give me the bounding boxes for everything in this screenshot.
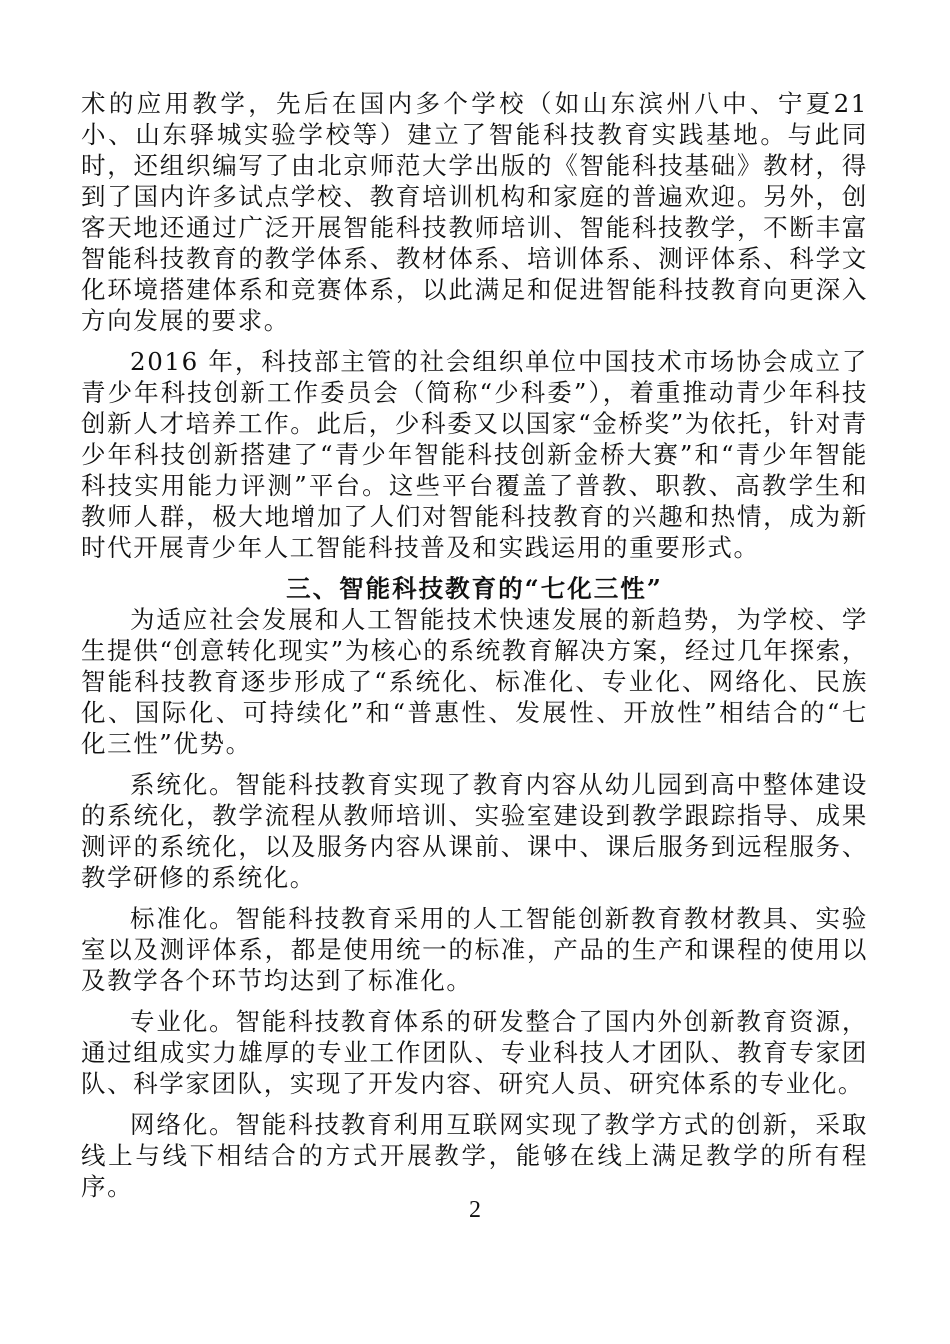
specialization-paragraph: 专业化。智能科技教育体系的研发整合了国内外创新教育资源，通过组成实力雄厚的专业工作团队、专业科技人才团队、教育专家团队、科学家团队，实现了开发内容、研究人员、研究体系的专业化。 xyxy=(81,1007,868,1098)
document-page xyxy=(81,88,868,1202)
networking-paragraph: 网络化。智能科技教育利用互联网实现了教学方式的创新，采取线上与线下相结合的方式开展教学，能够在线上满足教学的所有程序。 xyxy=(81,1110,868,1201)
body-paragraph: 术的应用教学，先后在国内多个学校（如山东滨州八中、宁夏21小、山东驿城实验学校等）建立了智能科技教育实践基地。与此同时，还组织编写了由北京师范大学出版的《智能科技基础》教材，得到了国内许多试点学校、教育培训机构和家庭的普遍欢迎。另外，创客天地还通过广泛开展智能科技教师培训、智能科技教学，不断丰富智能科技教育的教学体系、教材体系、培训体系、测评体系、科学文化环境搭建体系和竞赛体系，以此满足和促进智能科技教育向更深入方向发展的要求。 xyxy=(81,89,868,335)
body-paragraph: 2016 年，科技部主管的社会组织单位中国技术市场协会成立了青少年科技创新工作委员会（简称“少科委”），着重推动青少年科技创新人才培养工作。此后，少科委又以国家“金桥奖”为依托，针对青少年科技创新搭建了“青少年智能科技创新金桥大赛”和“青少年智能科技实用能力评测”平台。这些平台覆盖了普教、职教、高教学生和教师人群，极大地增加了人们对智能科技教育的兴趣和热情，成为新时代开展青少年人工智能科技普及和实践运用的重要形式。 xyxy=(81,347,868,562)
standardization-paragraph: 标准化。智能科技教育采用的人工智能创新教育教材教具、实验室以及测评体系，都是使用统一的标准，产品的生产和课程的使用以及教学各个环节均达到了标准化。 xyxy=(81,904,868,995)
section-heading: 三、智能科技教育的“七化三性” xyxy=(286,574,663,603)
page-number: 2 xyxy=(469,1197,481,1223)
section-intro-paragraph: 为适应社会发展和人工智能技术快速发展的新趋势，为学校、学生提供“创意转化现实”为核心的系统教育解决方案，经过几年探索，智能科技教育逐步形成了“系统化、标准化、专业化、网络化、民族化、国际化、可持续化”和“普惠性、发展性、开放性”相结合的“七化三性”优势。 xyxy=(81,605,868,758)
systematization-paragraph: 系统化。智能科技教育实现了教育内容从幼儿园到高中整体建设的系统化，教学流程从教师培训、实验室建设到教学跟踪指导、成果测评的系统化，以及服务内容从课前、课中、课后服务到远程服务、教学研修的系统化。 xyxy=(81,770,868,892)
